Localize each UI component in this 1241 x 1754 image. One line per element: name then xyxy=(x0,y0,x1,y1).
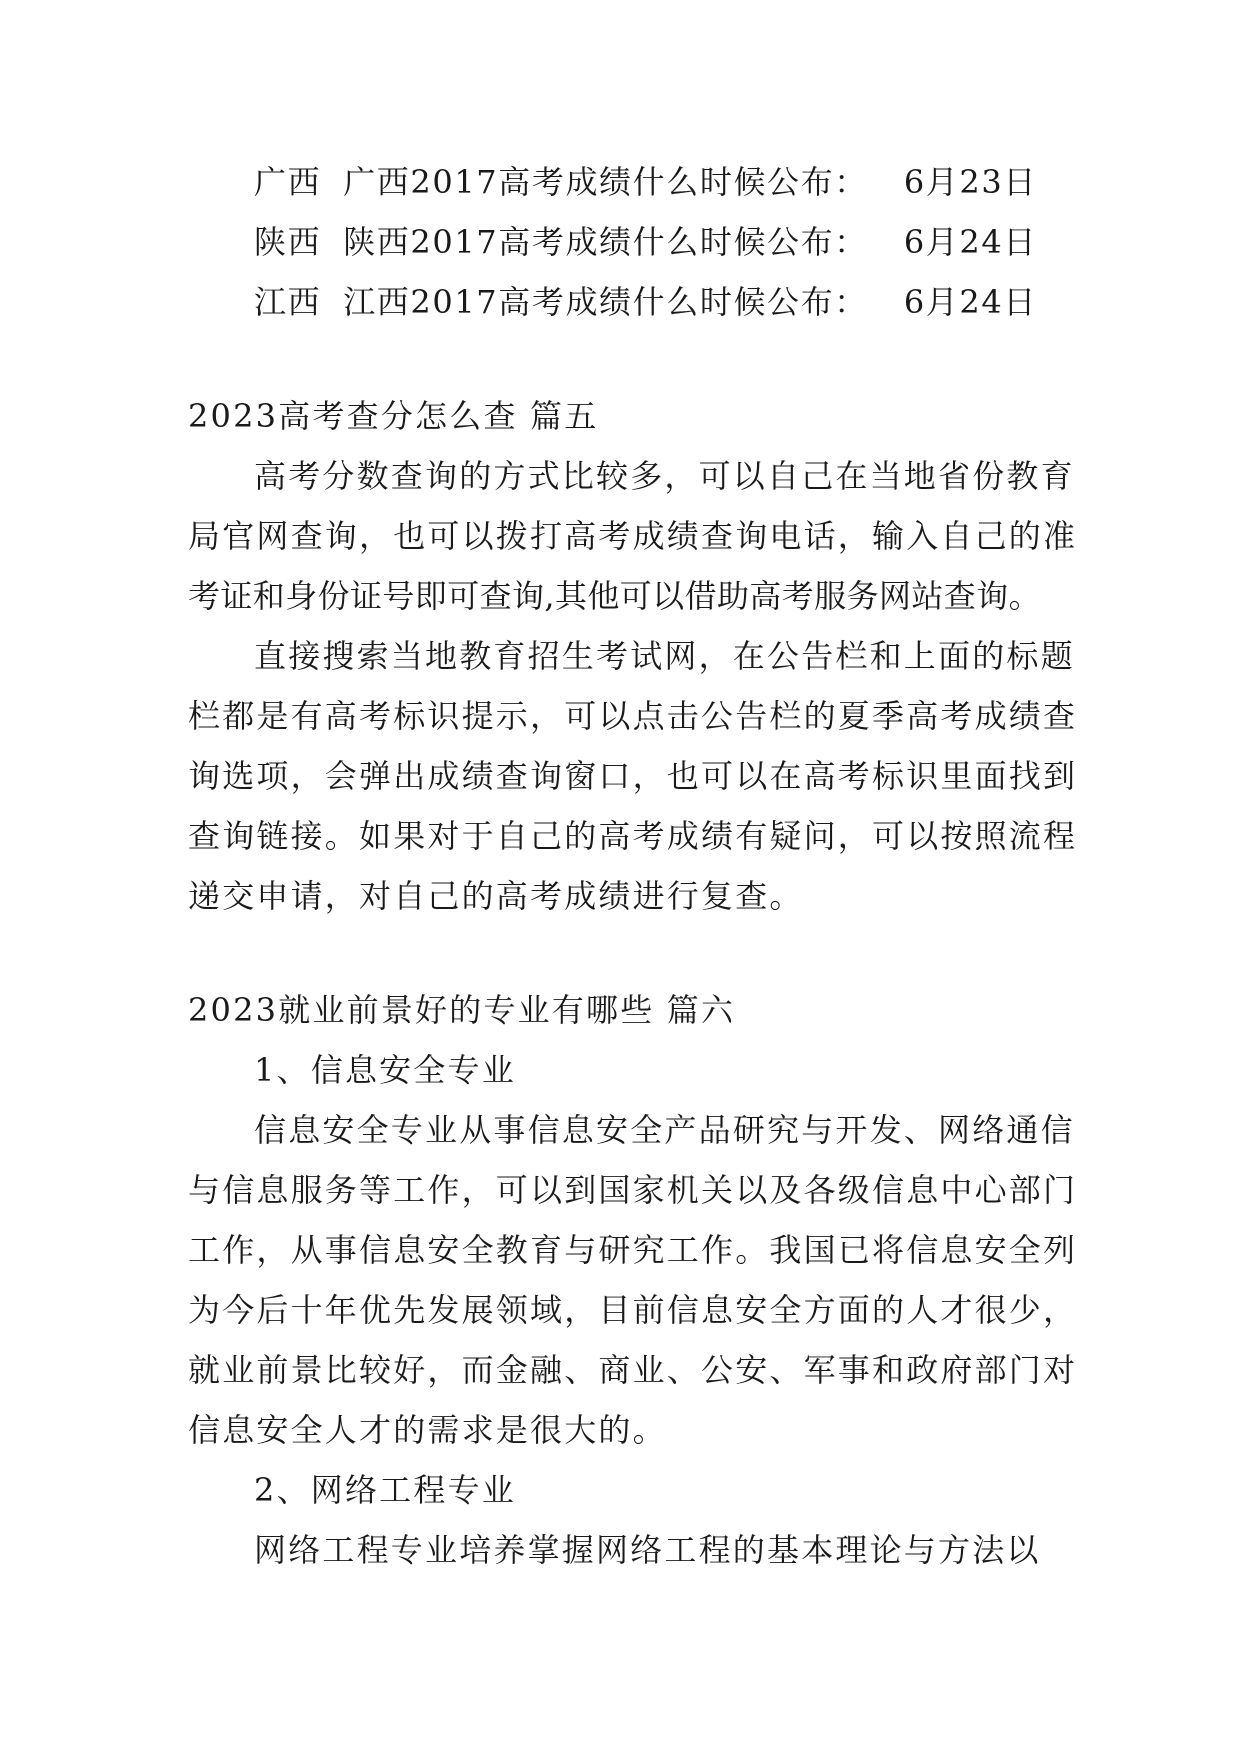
paragraph-line: 工作，从事信息安全教育与研究工作。我国已将信息安全列 xyxy=(188,1231,1078,1269)
paragraph-line: 信息安全人才的需求是很大的。 xyxy=(188,1411,667,1449)
subheading-info-security: 1、信息安全专业 xyxy=(254,1051,516,1089)
paragraph-line: 考证和身份证号即可查询,其他可以借助高考服务网站查询。 xyxy=(188,577,1041,615)
paragraph-line: 栏都是有高考标识提示，可以点击公告栏的夏季高考成绩查 xyxy=(188,697,1078,735)
subheading-network-engineering: 2、网络工程专业 xyxy=(254,1471,516,1509)
province-label: 广西 xyxy=(254,163,322,201)
release-question: 广西2017高考成绩什么时候公布： xyxy=(343,163,868,201)
release-date: 6月24日 xyxy=(903,283,1037,321)
paragraph-line: 与信息服务等工作，可以到国家机关以及各级信息中心部门 xyxy=(188,1171,1078,1209)
release-date: 6月24日 xyxy=(903,223,1037,261)
section-heading-6: 2023就业前景好的专业有哪些 篇六 xyxy=(188,991,736,1029)
paragraph-line: 查询链接。如果对于自己的高考成绩有疑问，可以按照流程 xyxy=(188,817,1078,855)
province-label: 陕西 xyxy=(254,223,322,261)
score-row-shaanxi xyxy=(254,212,1037,272)
paragraph-line: 信息安全专业从事信息安全产品研究与开发、网络通信 xyxy=(254,1111,1075,1149)
paragraph-line: 直接搜索当地教育招生考试网，在公告栏和上面的标题 xyxy=(254,637,1075,675)
province-label: 江西 xyxy=(254,283,322,321)
paragraph-line: 递交申请，对自己的高考成绩进行复查。 xyxy=(188,877,804,915)
score-row-guangxi xyxy=(254,152,1037,212)
paragraph-line: 就业前景比较好，而金融、商业、公安、军事和政府部门对 xyxy=(188,1351,1078,1389)
paragraph-line: 网络工程专业培养掌握网络工程的基本理论与方法以 xyxy=(254,1531,1041,1569)
release-question: 江西2017高考成绩什么时候公布： xyxy=(343,283,868,321)
section-heading-5: 2023高考查分怎么查 篇五 xyxy=(188,397,599,435)
paragraph-line: 询选项，会弹出成绩查询窗口，也可以在高考标识里面找到 xyxy=(188,757,1078,795)
release-date: 6月23日 xyxy=(903,163,1037,201)
score-row-jiangxi xyxy=(254,272,1037,332)
paragraph-line: 高考分数查询的方式比较多，可以自己在当地省份教育 xyxy=(254,457,1075,495)
release-question: 陕西2017高考成绩什么时候公布： xyxy=(343,223,868,261)
paragraph-line: 为今后十年优先发展领域，目前信息安全方面的人才很少， xyxy=(188,1291,1078,1329)
paragraph-line: 局官网查询，也可以拨打高考成绩查询电话，输入自己的准 xyxy=(188,517,1078,555)
